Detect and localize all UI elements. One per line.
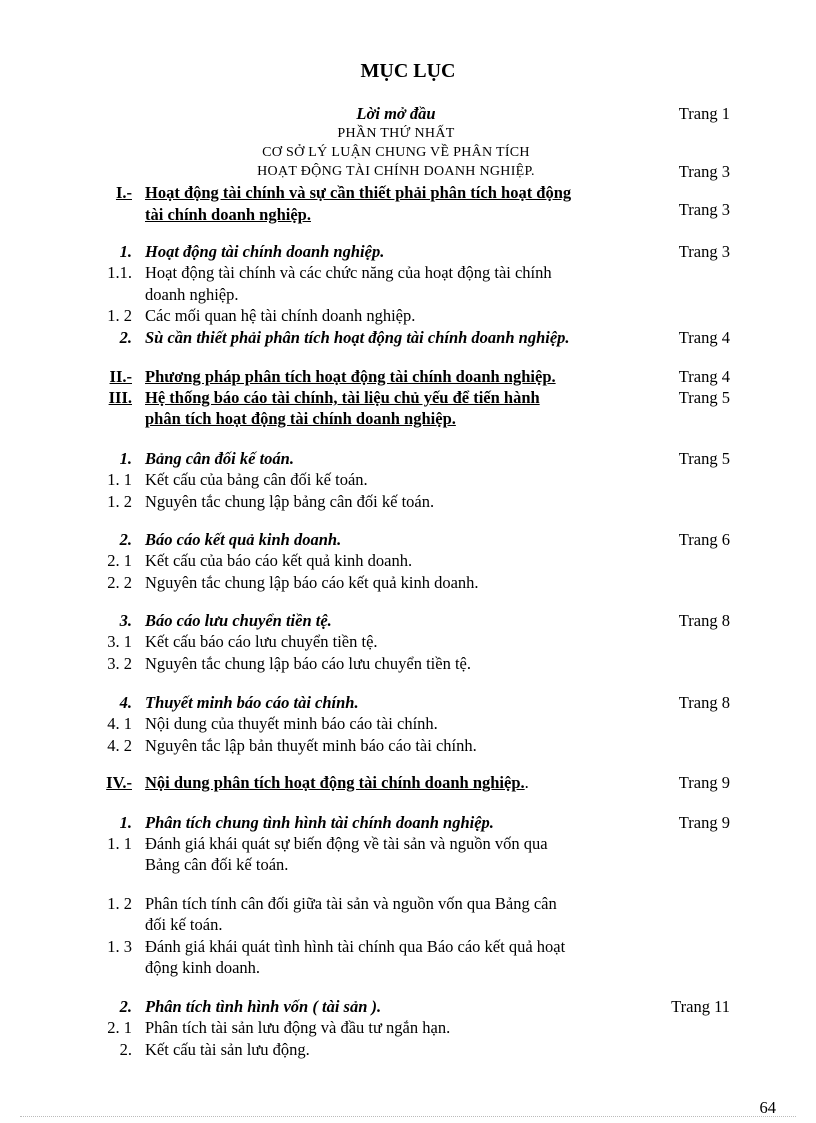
item-text: Nội dung của thuyết minh báo cáo tài chính.: [145, 714, 438, 733]
item-number: 3. 1: [107, 632, 132, 651]
subsection-page: Trang 4: [678, 328, 730, 347]
section-title-trail: .: [524, 773, 529, 792]
page-number: 64: [759, 1098, 776, 1117]
section-number: III.: [108, 388, 132, 407]
section-page: Trang 5: [678, 388, 730, 407]
part-heading-line3: HOẠT ĐỘNG TÀI CHÍNH DOANH NGHIỆP.: [257, 164, 535, 179]
subsection-number: 2.: [119, 997, 132, 1016]
item-text: Phân tích tài sản lưu động và đầu tư ngắn hạn.: [145, 1018, 451, 1037]
item-number: 4. 2: [107, 736, 132, 755]
page-title: MỤC LỤC: [360, 60, 456, 82]
item-number: 1. 1: [107, 834, 132, 853]
subsection-page: Trang 5: [678, 449, 730, 468]
item-number: 2. 1: [107, 1018, 132, 1037]
subsection-number: 3.: [119, 611, 132, 630]
subsection-number: 1.: [119, 242, 132, 261]
part-heading-line2: CƠ SỞ LÝ LUẬN CHUNG VỀ PHÂN TÍCH: [262, 145, 530, 160]
item-text-line1: Đánh giá khái quát sự biến động về tài sản và nguồn vốn qua: [145, 834, 548, 853]
section-title-line2: phân tích hoạt động tài chính doanh nghiệp.: [145, 409, 456, 428]
subsection-number: 2.: [119, 530, 132, 549]
item-text: Kết cấu tài sản lưu động.: [145, 1040, 310, 1059]
item-text: Kết cấu của bảng cân đối kế toán.: [145, 470, 368, 489]
subsection-title: Thuyết minh báo cáo tài chính.: [145, 693, 359, 712]
item-number: 3. 2: [107, 654, 132, 673]
item-text: Nguyên tắc lập bản thuyết minh báo cáo tài chính.: [145, 736, 477, 755]
item-text-line1: Đánh giá khái quát tình hình tài chính qua Báo cáo kết quả hoạt: [145, 937, 566, 956]
section-title-line1: Hệ thống báo cáo tài chính, tài liệu chủ yếu để tiến hành: [145, 388, 540, 407]
subsection-page: Trang 11: [671, 997, 730, 1016]
subsection-page: Trang 6: [678, 530, 730, 549]
subsection-number: 4.: [119, 693, 132, 712]
preface-heading: Lời mở đầu: [356, 104, 436, 123]
item-text: Kết cấu của báo cáo kết quả kinh doanh.: [145, 551, 413, 570]
subsection-title: Phân tích tình hình vốn ( tài sản ).: [145, 997, 382, 1016]
item-number: 1. 2: [107, 492, 132, 511]
subsection-number: 1.: [119, 813, 132, 832]
item-number: 2. 1: [107, 551, 132, 570]
item-text: Nguyên tắc chung lập báo cáo kết quả kinh doanh.: [145, 573, 479, 592]
section-number: II.-: [109, 367, 132, 386]
subsection-title: Hoạt động tài chính doanh nghiệp.: [145, 242, 385, 261]
part-page: Trang 3: [678, 162, 730, 181]
subsection-title: Bảng cân đối kế toán.: [145, 449, 294, 468]
item-number: 2.: [119, 1040, 132, 1059]
section-number: I.-: [115, 183, 132, 202]
section-title: Phương pháp phân tích hoạt động tài chính doanh nghiệp.: [145, 367, 556, 386]
section-page: Trang 9: [678, 773, 730, 792]
item-text: Nguyên tắc chung lập bảng cân đối kế toán.: [145, 492, 435, 511]
subsection-page: Trang 8: [678, 693, 730, 712]
item-number: 2. 2: [107, 573, 132, 592]
section-page: Trang 3: [678, 200, 730, 219]
preface-page: Trang 1: [678, 104, 730, 123]
item-text: Kết cấu báo cáo lưu chuyển tiền tệ.: [145, 632, 378, 651]
item-number: 1. 2: [107, 306, 132, 325]
item-number: 1. 1: [107, 470, 132, 489]
item-number: 1. 2: [107, 894, 132, 913]
item-text-line1: Hoạt động tài chính và các chức năng của hoạt động tài chính: [145, 263, 552, 282]
section-page: Trang 4: [678, 367, 730, 386]
section-title-line1: Hoạt động tài chính và sự cần thiết phải phân tích hoạt động: [145, 183, 572, 202]
item-text-line2: doanh nghiệp.: [145, 285, 239, 304]
subsection-page: Trang 9: [678, 813, 730, 832]
subsection-number: 2.: [119, 328, 132, 347]
item-text-line1: Phân tích tính cân đối giữa tài sản và nguồn vốn qua Bảng cân: [145, 894, 557, 913]
item-number: 1. 3: [107, 937, 132, 956]
subsection-number: 1.: [119, 449, 132, 468]
item-text: Nguyên tắc chung lập báo cáo lưu chuyển tiền tệ.: [145, 654, 471, 673]
section-title-row: [145, 773, 529, 793]
subsection-title: Sù cần thiết phải phân tích hoạt động tài chính doanh nghiệp.: [145, 328, 570, 347]
item-number: 1.1.: [107, 263, 132, 282]
section-number: IV.-: [106, 773, 132, 792]
section-title-line2: tài chính doanh nghiệp.: [145, 205, 311, 224]
footer-divider: [20, 1116, 796, 1117]
item-number: 4. 1: [107, 714, 132, 733]
item-text: Các mối quan hệ tài chính doanh nghiệp.: [145, 306, 416, 325]
item-text-line2: Bảng cân đối kế toán.: [145, 855, 289, 874]
subsection-title: Báo cáo kết quả kinh doanh.: [145, 530, 342, 549]
part-heading-line1: PHẦN THỨ NHẤT: [337, 126, 455, 141]
subsection-title: Phân tích chung tình hình tài chính doanh nghiệp.: [145, 813, 494, 832]
item-text-line2: động kinh doanh.: [145, 958, 261, 977]
section-title: Nội dung phân tích hoạt động tài chính doanh nghiệp.: [145, 773, 525, 792]
item-text-line2: đối kế toán.: [145, 915, 223, 934]
subsection-page: Trang 3: [678, 242, 730, 261]
subsection-title: Báo cáo lưu chuyển tiền tệ.: [145, 611, 332, 630]
subsection-page: Trang 8: [678, 611, 730, 630]
